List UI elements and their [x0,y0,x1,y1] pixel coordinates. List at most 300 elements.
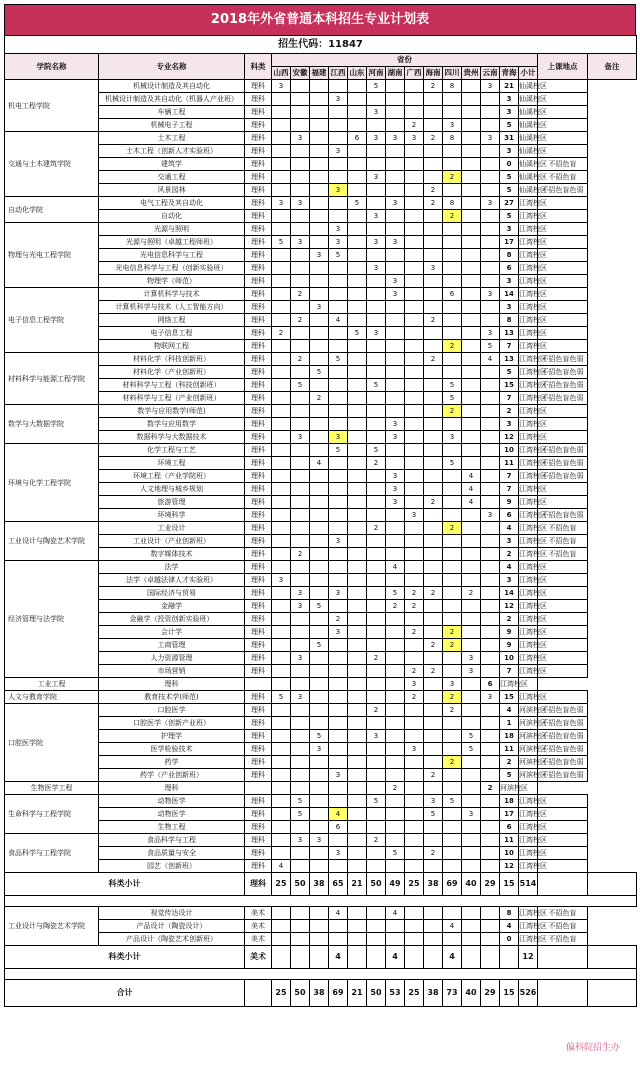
quota-cell: 50 [291,980,310,1007]
subject-type: 理科 [245,366,272,379]
quota-cell [405,535,424,548]
quota-cell [443,600,462,613]
quota-cell [329,509,348,522]
subject-type: 理科 [245,236,272,249]
quota-cell: 5 [443,392,462,405]
quota-cell [310,821,329,834]
quota-cell: 4 [462,496,481,509]
quota-cell: 5 [291,379,310,392]
quota-cell [348,444,367,457]
quota-cell [348,626,367,639]
header-province: 安徽 [291,67,310,80]
quota-cell: 3 [386,418,405,431]
header-province: 贵州 [462,67,481,80]
quota-cell: 3 [329,847,348,860]
subject-type: 理科 [245,561,272,574]
quota-cell [329,483,348,496]
quota-cell [386,392,405,405]
row-total: 4 [500,561,519,574]
row-total: 0 [500,158,519,171]
quota-cell [462,535,481,548]
quota-cell [272,548,291,561]
quota-cell [291,678,310,691]
college-name: 环境与化学工程学院 [5,444,99,522]
major-name: 生物工程 [99,821,245,834]
quota-cell [386,933,405,946]
quota-cell [367,119,386,132]
quota-cell: 5 [291,795,310,808]
quota-cell [348,483,367,496]
quota-cell: 2 [405,587,424,600]
subject-type: 理科 [245,93,272,106]
quota-cell [272,353,291,366]
major-name: 土木工程（创新人才实验班） [99,145,245,158]
quota-cell [348,600,367,613]
table-row [5,470,637,483]
table-row [5,93,637,106]
major-name: 金融学 [99,600,245,613]
row-total: 15 [500,379,519,392]
quota-cell [405,933,424,946]
quota-cell [348,946,367,969]
quota-cell: 2 [367,834,386,847]
quota-cell [424,860,443,873]
quota-cell [424,431,443,444]
quota-cell: 2 [424,496,443,509]
subject-type: 美术 [245,933,272,946]
quota-cell [310,509,329,522]
quota-cell [443,717,462,730]
quota-cell: 2 [443,522,462,535]
quota-cell [272,743,291,756]
table-row [5,301,637,314]
quota-cell [367,860,386,873]
quota-cell: 2 [291,548,310,561]
quota-cell [310,626,329,639]
quota-cell: 2 [291,288,310,301]
quota-cell [462,509,481,522]
row-total: 5 [500,184,519,197]
note: 不招色盲色弱 [538,392,588,405]
campus: 江湾校区 [519,509,538,522]
major-name: 市场营销 [99,665,245,678]
quota-cell [329,210,348,223]
quota-cell: 4 [443,946,462,969]
major-name: 工业工程 [5,678,99,691]
quota-cell [367,145,386,158]
quota-cell [424,522,443,535]
quota-cell [443,314,462,327]
quota-cell [310,665,329,678]
quota-cell: 3 [481,132,500,145]
quota-cell [424,171,443,184]
quota-cell: 5 [367,444,386,457]
quota-cell [272,613,291,626]
quota-cell [405,561,424,574]
quota-cell [481,808,500,821]
campus: 江湾校区 [519,665,538,678]
quota-cell [443,587,462,600]
quota-cell [462,860,481,873]
quota-cell: 65 [329,873,348,896]
subject-type: 理科 [245,691,272,704]
quota-cell [481,769,500,782]
quota-cell [424,457,443,470]
quota-cell [424,743,443,756]
major-name: 环境科学 [99,509,245,522]
quota-cell [310,717,329,730]
quota-cell: 2 [405,626,424,639]
quota-cell [386,548,405,561]
quota-cell [310,652,329,665]
quota-cell [443,496,462,509]
quota-cell [405,470,424,483]
quota-cell [405,158,424,171]
quota-cell [462,314,481,327]
quota-cell: 3 [329,93,348,106]
row-total: 17 [500,808,519,821]
quota-cell [272,431,291,444]
quota-cell [348,431,367,444]
quota-cell [310,158,329,171]
quota-cell [291,262,310,275]
quota-cell [481,743,500,756]
quota-cell [462,418,481,431]
subtotal-row [5,873,637,896]
row-total: 8 [500,249,519,262]
quota-cell [310,587,329,600]
quota-cell: 8 [443,132,462,145]
quota-cell: 4 [443,920,462,933]
quota-cell: 5 [310,366,329,379]
quota-cell [462,405,481,418]
quota-cell: 5 [310,600,329,613]
quota-cell [386,834,405,847]
major-name: 金融学（投资创新实验班） [99,613,245,626]
grand-total-row-total: 526 [519,980,538,1007]
quota-cell [348,847,367,860]
row-total: 18 [500,730,519,743]
quota-cell [272,509,291,522]
row-total: 7 [500,470,519,483]
note: 不招色盲色弱 [538,366,588,379]
campus: 河滨校区 [519,704,538,717]
quota-cell [367,288,386,301]
quota-cell [272,275,291,288]
quota-cell [462,223,481,236]
subject-type: 理科 [245,626,272,639]
quota-cell [272,340,291,353]
table-row [5,730,637,743]
header-note: 备注 [588,54,637,80]
quota-cell [462,262,481,275]
quota-cell [310,847,329,860]
table-row [5,236,637,249]
quota-cell [386,249,405,262]
quota-cell: 3 [367,236,386,249]
table-row [5,366,637,379]
quota-cell: 2 [405,119,424,132]
quota-cell [310,483,329,496]
row-total: 18 [500,795,519,808]
major-name: 教育技术学(师范) [99,691,245,704]
subject-type: 理科 [245,821,272,834]
quota-cell [329,717,348,730]
quota-cell [481,483,500,496]
quota-cell [462,106,481,119]
quota-cell [481,704,500,717]
quota-cell: 2 [405,691,424,704]
campus: 仙溪校区 [519,158,538,171]
quota-cell [500,946,519,969]
quota-cell [462,171,481,184]
quota-cell [405,782,424,795]
table-row [5,808,637,821]
quota-cell [310,769,329,782]
quota-cell [424,158,443,171]
table-row [5,821,637,834]
row-total: 8 [500,907,519,920]
subject-type: 理科 [245,197,272,210]
quota-cell [443,509,462,522]
major-name: 护理学 [99,730,245,743]
quota-cell [310,405,329,418]
quota-cell [424,678,443,691]
quota-cell [348,223,367,236]
quota-cell [348,743,367,756]
quota-cell [424,93,443,106]
subject-type: 理科 [245,756,272,769]
campus: 河滨校区 [519,730,538,743]
quota-cell [329,470,348,483]
quota-cell [443,353,462,366]
note: 不招色盲色弱 [538,743,588,756]
quota-cell [310,907,329,920]
subject-type: 理科 [245,145,272,158]
quota-cell: 69 [329,980,348,1007]
quota-cell [386,353,405,366]
quota-cell [386,704,405,717]
major-name: 物联网工程 [99,340,245,353]
quota-cell [329,418,348,431]
row-total: 6 [500,509,519,522]
quota-cell: 2 [367,522,386,535]
quota-cell [291,626,310,639]
quota-cell [443,782,462,795]
quota-cell [424,301,443,314]
quota-cell [405,613,424,626]
quota-cell [443,470,462,483]
header-province: 云南 [481,67,500,80]
major-name: 视觉传达设计 [99,907,245,920]
table-row [5,262,637,275]
quota-cell [272,145,291,158]
row-total: 2 [500,613,519,626]
quota-cell [462,444,481,457]
subject-type: 理科 [245,405,272,418]
quota-cell [310,782,329,795]
quota-cell [272,639,291,652]
quota-cell [462,431,481,444]
quota-cell [405,249,424,262]
campus: 江湾校区 [519,340,538,353]
quota-cell [462,639,481,652]
campus: 河滨校区 [519,756,538,769]
header-province: 福建 [310,67,329,80]
quota-cell: 25 [405,873,424,896]
quota-cell [348,665,367,678]
quota-cell [443,418,462,431]
college-name: 人文与教育学院 [5,691,99,704]
quota-cell [348,275,367,288]
quota-cell [386,730,405,743]
quota-cell [348,613,367,626]
quota-cell [424,626,443,639]
campus: 江湾校区 [519,795,538,808]
quota-cell: 3 [405,678,424,691]
quota-cell [424,275,443,288]
quota-cell [348,366,367,379]
quota-cell [310,933,329,946]
campus: 江湾校区 [519,301,538,314]
subject-type: 美术 [245,907,272,920]
major-name: 医学检验技术 [99,743,245,756]
quota-cell: 3 [405,743,424,756]
campus: 江湾校区 [519,249,538,262]
quota-cell [310,574,329,587]
quota-cell [348,262,367,275]
quota-cell [348,171,367,184]
campus: 江湾校区 [519,907,538,920]
quota-cell [386,379,405,392]
quota-cell: 2 [462,587,481,600]
campus: 江湾校区 [519,834,538,847]
quota-cell [424,907,443,920]
header-province: 湖南 [386,67,405,80]
quota-cell: 3 [310,834,329,847]
row-total: 5 [500,171,519,184]
major-name: 食品科学与工程 [99,834,245,847]
quota-cell [443,808,462,821]
major-name: 电子信息工程 [99,327,245,340]
quota-cell [424,704,443,717]
quota-cell [329,561,348,574]
quota-cell [272,132,291,145]
quota-cell [310,353,329,366]
table-row [5,834,637,847]
quota-cell: 2 [443,704,462,717]
quota-cell [310,197,329,210]
subtotal-row [5,946,637,969]
quota-cell [291,496,310,509]
quota-cell [405,730,424,743]
quota-cell [291,171,310,184]
quota-cell [329,119,348,132]
quota-cell: 5 [386,847,405,860]
quota-cell [367,933,386,946]
subject-type: 理科 [245,548,272,561]
quota-cell: 2 [424,80,443,93]
row-total: 2 [481,782,500,795]
row-total: 3 [500,535,519,548]
college-name: 物理与光电工程学院 [5,223,99,288]
quota-cell: 6 [348,132,367,145]
row-total: 7 [500,392,519,405]
quota-cell [291,93,310,106]
quota-cell: 2 [424,197,443,210]
quota-cell [462,158,481,171]
quota-cell: 4 [329,907,348,920]
quota-cell [405,340,424,353]
quota-cell [405,353,424,366]
quota-cell: 3 [367,106,386,119]
enrollment-code: 招生代码：11847 [5,36,637,54]
quota-cell [481,275,500,288]
quota-cell [462,574,481,587]
subject-type: 理科 [245,262,272,275]
quota-cell [329,548,348,561]
note: 不招色盲色弱 [538,509,588,522]
row-total: 4 [500,920,519,933]
quota-cell [329,704,348,717]
quota-cell [272,93,291,106]
subject-type: 理科 [245,769,272,782]
quota-cell [405,808,424,821]
quota-cell: 5 [367,80,386,93]
campus: 江湾校区 [519,327,538,340]
quota-cell [481,392,500,405]
note: 不招色盲色弱 [538,717,588,730]
table-row [5,678,637,691]
table-row [5,535,637,548]
quota-cell [272,470,291,483]
table-row [5,782,637,795]
quota-cell [405,379,424,392]
quota-cell [462,717,481,730]
quota-cell [272,249,291,262]
row-total: 3 [500,223,519,236]
quota-cell [405,847,424,860]
quota-cell [386,756,405,769]
quota-cell [291,340,310,353]
row-total: 5 [500,210,519,223]
empty-cell [588,980,637,1007]
quota-cell [348,470,367,483]
quota-cell: 3 [329,236,348,249]
major-name: 工业设计 [99,522,245,535]
college-name: 口腔医学院 [5,704,99,782]
quota-cell [386,535,405,548]
quota-cell: 25 [272,873,291,896]
campus: 江湾校区 [519,821,538,834]
subject-type: 理科 [245,860,272,873]
subtotal-row-label: 科类小计 [5,873,245,896]
quota-cell [405,106,424,119]
table-row [5,743,637,756]
quota-cell [386,119,405,132]
subject-type: 理科 [245,106,272,119]
quota-cell [291,223,310,236]
quota-cell: 2 [424,665,443,678]
quota-cell [481,834,500,847]
quota-cell: 4 [481,353,500,366]
quota-cell [291,418,310,431]
major-name: 产品设计（陶瓷艺术创新班） [99,933,245,946]
quota-cell [329,678,348,691]
row-total: 27 [500,197,519,210]
row-total: 7 [500,665,519,678]
subject-type: 美术 [245,920,272,933]
